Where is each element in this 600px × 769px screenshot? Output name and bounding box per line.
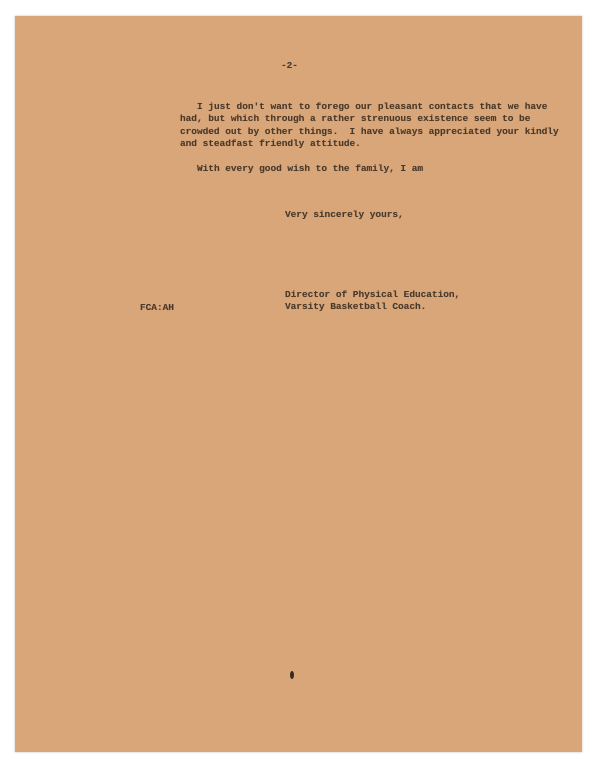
letter-page — [15, 16, 582, 752]
signer-title-line: Director of Physical Education, — [285, 289, 461, 300]
body-paragraph — [180, 101, 559, 150]
paragraph-line: I just don't want to forego our pleasant contacts that we have — [197, 101, 548, 112]
paragraph-line: and steadfast friendly attitude. — [180, 137, 361, 149]
paragraph-line: crowded out by other things. I have always appreciated your kindly — [180, 125, 559, 137]
signer-title-line: Varsity Basketball Coach. — [285, 301, 427, 313]
signer-title-block — [285, 289, 460, 314]
ink-blot-mark — [290, 671, 294, 679]
reference-initials: FCA:AH — [140, 302, 174, 313]
complimentary-close: Very sincerely yours, — [285, 209, 404, 220]
closing-sentence: With every good wish to the family, I am — [197, 163, 424, 174]
page-number: -2- — [281, 60, 298, 71]
paragraph-line: had, but which through a rather strenuous existence seem to be — [180, 113, 531, 125]
